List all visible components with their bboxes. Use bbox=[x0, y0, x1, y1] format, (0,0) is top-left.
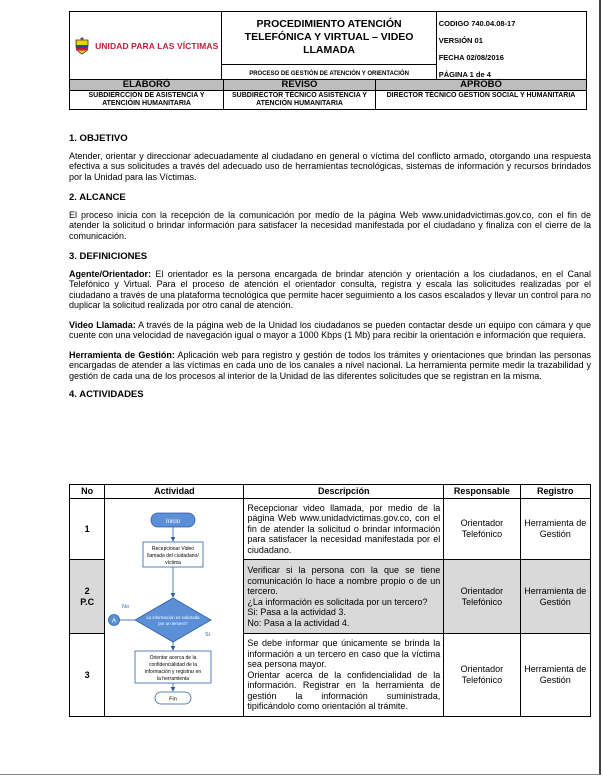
svg-text:información y registrar en: información y registrar en bbox=[145, 668, 202, 675]
logo-cell bbox=[70, 12, 222, 86]
flow-step-1 bbox=[143, 542, 203, 567]
term-agente: Agente/Orientador: bbox=[69, 268, 152, 279]
elaboro-header: ELABORÓ bbox=[70, 80, 224, 91]
signature-table bbox=[69, 79, 587, 110]
definiciones-heading: 3. DEFINICIONES bbox=[69, 251, 148, 262]
title-cell bbox=[222, 12, 436, 86]
row-responsable: Orientador Telefónico bbox=[444, 560, 520, 633]
reviso-value: SUBDIRECTOR TÉCNICO ASISTENCIA Y ATENCIÓN HUMANITARIA bbox=[224, 91, 376, 110]
row-description: Verificar si la persona con la que se tiene comunicación lo hace a nombre propio o de un tercero. ¿La información es solicitada por un tercero? Si: Pasa a la actividad 3. No: Pasa a la actividad 4. bbox=[244, 560, 444, 633]
row-description: Recepcionar video llamada, por medio de la página Web www.unidadvictimas.gov.co, con el fin de atender la solicitud o brindar información para satisfacer la necesidad manifestada por el ciudadano. bbox=[244, 498, 444, 560]
flowchart-cell bbox=[105, 498, 244, 717]
alcance-heading: 2. ALCANCE bbox=[69, 192, 126, 203]
row-registro: Herramienta de Gestión bbox=[520, 560, 590, 633]
flow-step-3 bbox=[135, 651, 211, 683]
aprobo-value: DIRECTOR TÉCNICO GESTIÓN SOCIAL Y HUMANITARIA bbox=[376, 91, 587, 110]
flowchart bbox=[105, 499, 243, 714]
flow-decision bbox=[135, 598, 211, 642]
flow-connector-a bbox=[109, 614, 120, 625]
document-header bbox=[69, 11, 587, 86]
svg-text:por un tercero?: por un tercero? bbox=[158, 620, 188, 626]
svg-text:Orientar acerca de la: Orientar acerca de la bbox=[150, 654, 197, 661]
flow-end-node bbox=[155, 692, 191, 704]
flow-start-node bbox=[151, 513, 195, 527]
row-number: 1 bbox=[70, 498, 105, 560]
svg-text:A: A bbox=[112, 618, 117, 624]
definition-herramienta: Herramienta de Gestión: Aplicación web para registro y gestión de todos los trámites y orientaciones que brindan las personas encargadas de atender a las víctimas en cada uno de los canales a nivel nacional. La herramienta permite medir la trazabilidad y gestión de cada una de los procesos al interior de la Unidad de las diferentes solicitudes que se registran en la misma. bbox=[69, 349, 592, 381]
version-text: VERSIÓN 01 bbox=[438, 35, 483, 45]
row-registro: Herramienta de Gestión bbox=[520, 498, 590, 560]
term-video-llamada: Video Llamada: bbox=[69, 319, 136, 330]
coat-of-arms-icon bbox=[73, 37, 91, 55]
process-subtitle: PROCESO DE GESTIÓN DE ATENCIÓN Y ORIENTACIÓN bbox=[222, 64, 435, 85]
meta-cell bbox=[436, 12, 586, 86]
row-registro: Herramienta de Gestión bbox=[520, 633, 590, 716]
flow-no-label: No bbox=[122, 603, 130, 610]
pagina-text: PÁGINA 1 de 4 bbox=[438, 69, 491, 79]
term-herramienta: Herramienta de Gestión: bbox=[69, 349, 175, 360]
row-responsable: Orientador Telefónico bbox=[444, 498, 520, 560]
col-responsable-header: Responsable bbox=[444, 485, 520, 499]
flow-end-label: Fin bbox=[169, 696, 178, 702]
svg-text:La información es solicitada: La información es solicitada bbox=[146, 614, 200, 620]
col-descripcion-header: Descripción bbox=[244, 485, 444, 499]
document-title: PROCEDIMIENTO ATENCIÓN TELEFÓNICA Y VIRTUAL – VIDEO LLAMADA bbox=[244, 18, 414, 56]
flow-start-label: Inicio bbox=[166, 518, 181, 525]
col-actividad-header: Actividad bbox=[105, 485, 244, 499]
col-registro-header: Registro bbox=[520, 485, 590, 499]
col-no-header: No bbox=[70, 485, 105, 499]
svg-text:Recepcionar Video: Recepcionar Video bbox=[152, 545, 195, 552]
unidad-victimas-logo bbox=[73, 37, 218, 55]
row-description: Se debe informar que únicamente se brinda la información a un tercero en caso que la víctima sea persona mayor. Orientar acerca de la confidencialidad de la información. Registrar en la herramienta de gestión la información suministrada, tipificándolo como orientación al trámite. bbox=[244, 633, 444, 716]
objetivo-heading: 1. OBJETIVO bbox=[69, 133, 128, 144]
logo-text: UNIDAD PARA LAS VÍCTIMAS bbox=[95, 41, 219, 51]
activities-table bbox=[69, 484, 591, 717]
actividades-heading: 4. ACTIVIDADES bbox=[69, 389, 144, 400]
svg-text:la herramienta: la herramienta bbox=[157, 675, 190, 682]
reviso-header: REVISÓ bbox=[224, 80, 376, 91]
table-row bbox=[70, 498, 591, 560]
svg-text:confidencialidad de la: confidencialidad de la bbox=[149, 661, 198, 668]
elaboro-value: SUBDIERCCIÓN DE ASISTENCIA Y ATENCIÓIN HUMANITARIA bbox=[70, 91, 224, 110]
alcance-text: El proceso inicia con la recepción de la comunicación por medio de la página Web www.unidadvictimas.gov.co, con el fin de atender la solicitud o brindar información para satisfacer la necesidad manifestada por el ciudadano y finaliza con el cierre de la comunicación. bbox=[69, 209, 591, 241]
row-number: 2 P.C bbox=[70, 560, 105, 633]
fecha-text: FECHA 02/08/2016 bbox=[438, 52, 504, 62]
codigo-text: CODIGO 740.04.08-17 bbox=[438, 18, 516, 28]
flow-si-label: Si bbox=[205, 631, 211, 638]
document-body bbox=[69, 134, 591, 407]
row-responsable: Orientador Telefónico bbox=[444, 633, 520, 716]
definition-agente: Agente/Orientador: El orientador es la persona encargada de brindar atención y orientación a los ciudadanos, en el Canal Telefónico y Virtual. Para el proceso de atención el orientador consulta, registra y escala las solicitudes realizadas por el ciudadano a través de una plataforma tecnológica que permite hacer seguimiento a los casos escalados y llevar un control para no duplicar la solicitud realizada por otro canal de atención. bbox=[69, 268, 591, 310]
objetivo-text: Atender, orientar y direccionar adecuadamente al ciudadano en general o víctima del conflicto armado, otorgando una respuesta efectiva a sus solicitudes a través del adecuado uso de herramientas tecnológicas, sistemas de información y recursos brindados por la Unidad para las Víctimas. bbox=[69, 150, 591, 182]
aprobo-header: APROBÓ bbox=[376, 80, 587, 91]
svg-text:víctima: víctima bbox=[165, 559, 182, 566]
svg-text:llamada del ciudadano/: llamada del ciudadano/ bbox=[147, 552, 200, 559]
definition-video-llamada: Video Llamada: A través de la página web de la Unidad los ciudadanos se pueden contactar desde un equipo con cámara y que cuente con una velocidad de navegación igual o mayor a 1000 Kbps (1 Mb) para recibir la orientación e información que requiera. bbox=[69, 319, 592, 340]
row-number: 3 bbox=[70, 633, 105, 716]
